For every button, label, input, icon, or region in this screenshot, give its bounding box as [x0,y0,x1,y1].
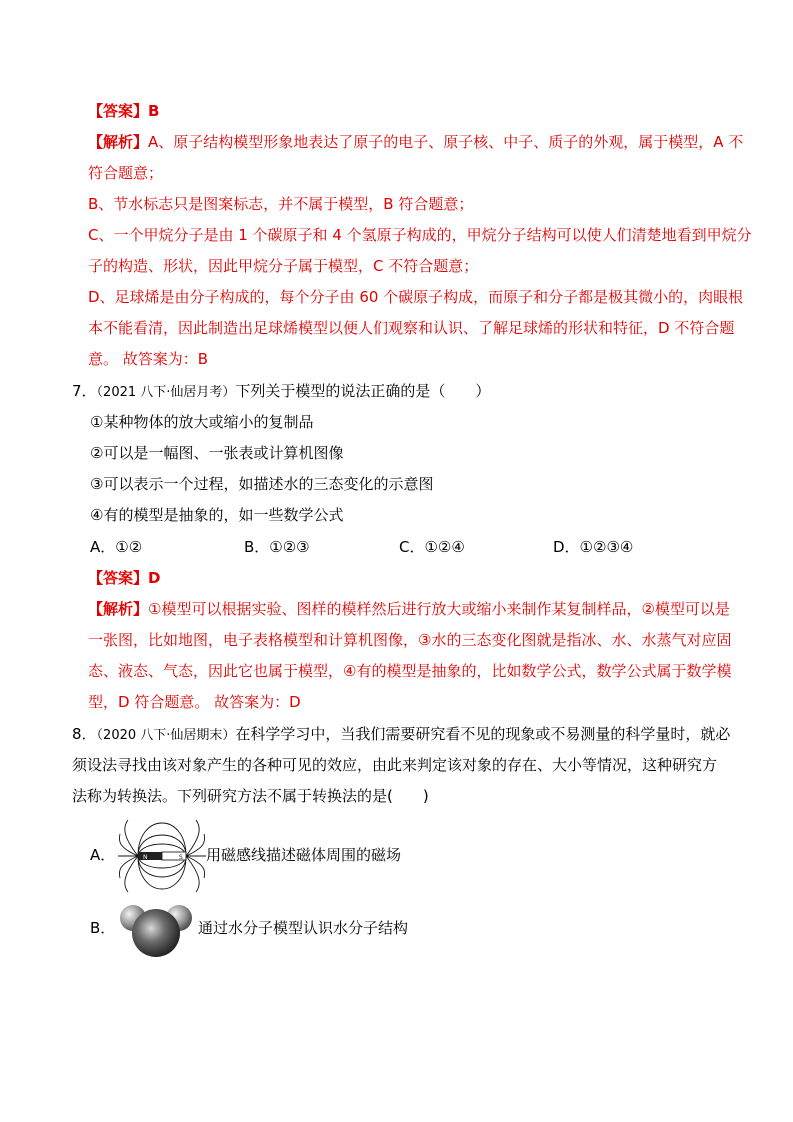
q7-stem [72,381,490,403]
q7-statement-1: ①某种物体的放大或缩小的复制品 [90,413,314,431]
water-molecule-icon [116,902,196,960]
q7-option-b[interactable]: B．①②③ [244,538,310,556]
question-text: 在科学学习中，当我们需要研究看不见的现象或不易测量的科学量时，就必 [235,725,731,743]
question-text: 下列关于模型的说法正确的是（ ） [235,382,491,400]
q7-statement-2: ②可以是一幅图、一张表或计算机图像 [90,444,344,462]
answer-tag: 【答案】 [88,102,149,120]
q7-option-d[interactable]: D．①②③④ [553,538,634,556]
q8-option-b-label[interactable]: B． [90,919,116,937]
q6-analysis-line-5: 子的构造、形状，因此甲烷分子属于模型，C 不符合题意； [88,257,479,275]
question-source: （2021 八下·仙居月考） [96,385,236,400]
q7-option-a[interactable]: A．①② [90,538,143,556]
analysis-tag: 【解析】 [88,600,149,618]
water-molecule-figure [116,902,196,960]
question-number: 8． [72,725,97,743]
q7-analysis-line-3: 态、液态、气态，因此它也属于模型，④有的模型是抽象的，比如数学公式，数学公式属于数学模 [88,662,732,680]
q7-statement-3: ③可以表示一个过程，如描述水的三态变化的示意图 [90,475,434,493]
q7-analysis-line-1 [88,599,730,619]
answer-value: D [148,569,161,587]
q6-analysis-line-3: B、节水标志只是图案标志，并不属于模型，B 符合题意； [88,195,474,213]
q6-analysis-line-7: 本不能看清，因此制造出足球烯模型以便人们观察和认识、了解足球烯的形状和特征，D 不符合题 [88,319,735,337]
answer-tag: 【答案】 [88,569,149,587]
q6-analysis-line-4: C、一个甲烷分子是由 1 个碳原子和 4 个氢原子构成的，甲烷分子结构可以使人们清楚地看到甲烷分 [88,226,752,244]
magnetic-field-figure [118,818,206,894]
question-number: 7． [72,382,97,400]
q7-analysis-line-4: 型，D 符合题意。 故答案为：D [88,693,301,711]
q8-option-a-text: 用磁感线描述磁体周围的磁场 [206,846,402,864]
q6-analysis-line-8: 意。 故答案为：B [88,350,209,368]
answer-value: B [148,102,160,120]
q6-analysis-line-2: 符合题意； [88,164,164,182]
q6-analysis-line-1 [88,132,744,152]
q6-analysis-line-6: D、足球烯是由分子构成的，每个分子由 60 个碳原子构成，而原子和分子都是极其微小的，肉眼根 [88,288,744,306]
analysis-text: A、原子结构模型形象地表达了原子的电子、原子核、中子、质子的外观，属于模型，A 不 [148,133,744,151]
magnet-south-letter: S [179,854,183,861]
q7-answer [88,568,160,588]
q7-analysis-line-2: 一张图，比如地图，电子表格模型和计算机图像，③水的三态变化图就是指冰、水、水蒸气对应固 [88,631,732,649]
q8-stem-line-1 [72,724,730,746]
q7-statement-4: ④有的模型是抽象的，如一些数学公式 [90,506,344,524]
analysis-tag: 【解析】 [88,133,149,151]
q8-option-a-label[interactable]: A． [90,846,116,864]
magnet-north-letter: N [143,854,148,861]
magnet-field-lines-icon [118,818,206,894]
q7-option-c[interactable]: C．①②④ [399,538,465,556]
q6-answer [88,101,159,121]
q8-option-b-text: 通过水分子模型认识水分子结构 [198,919,409,937]
question-source: （2020 八下·仙居期末） [96,728,236,743]
q8-stem-line-2: 须设法寻找由该对象产生的各种可见的效应，由此来判定该对象的存在、大小等情况，这种研究方 [72,756,718,774]
analysis-text: ①模型可以根据实验、图样的模样然后进行放大或缩小来制作某复制样品，②模型可以是 [148,600,730,618]
q8-stem-line-3: 法称为转换法。下列研究方法不属于转换法的是( ) [72,787,429,805]
